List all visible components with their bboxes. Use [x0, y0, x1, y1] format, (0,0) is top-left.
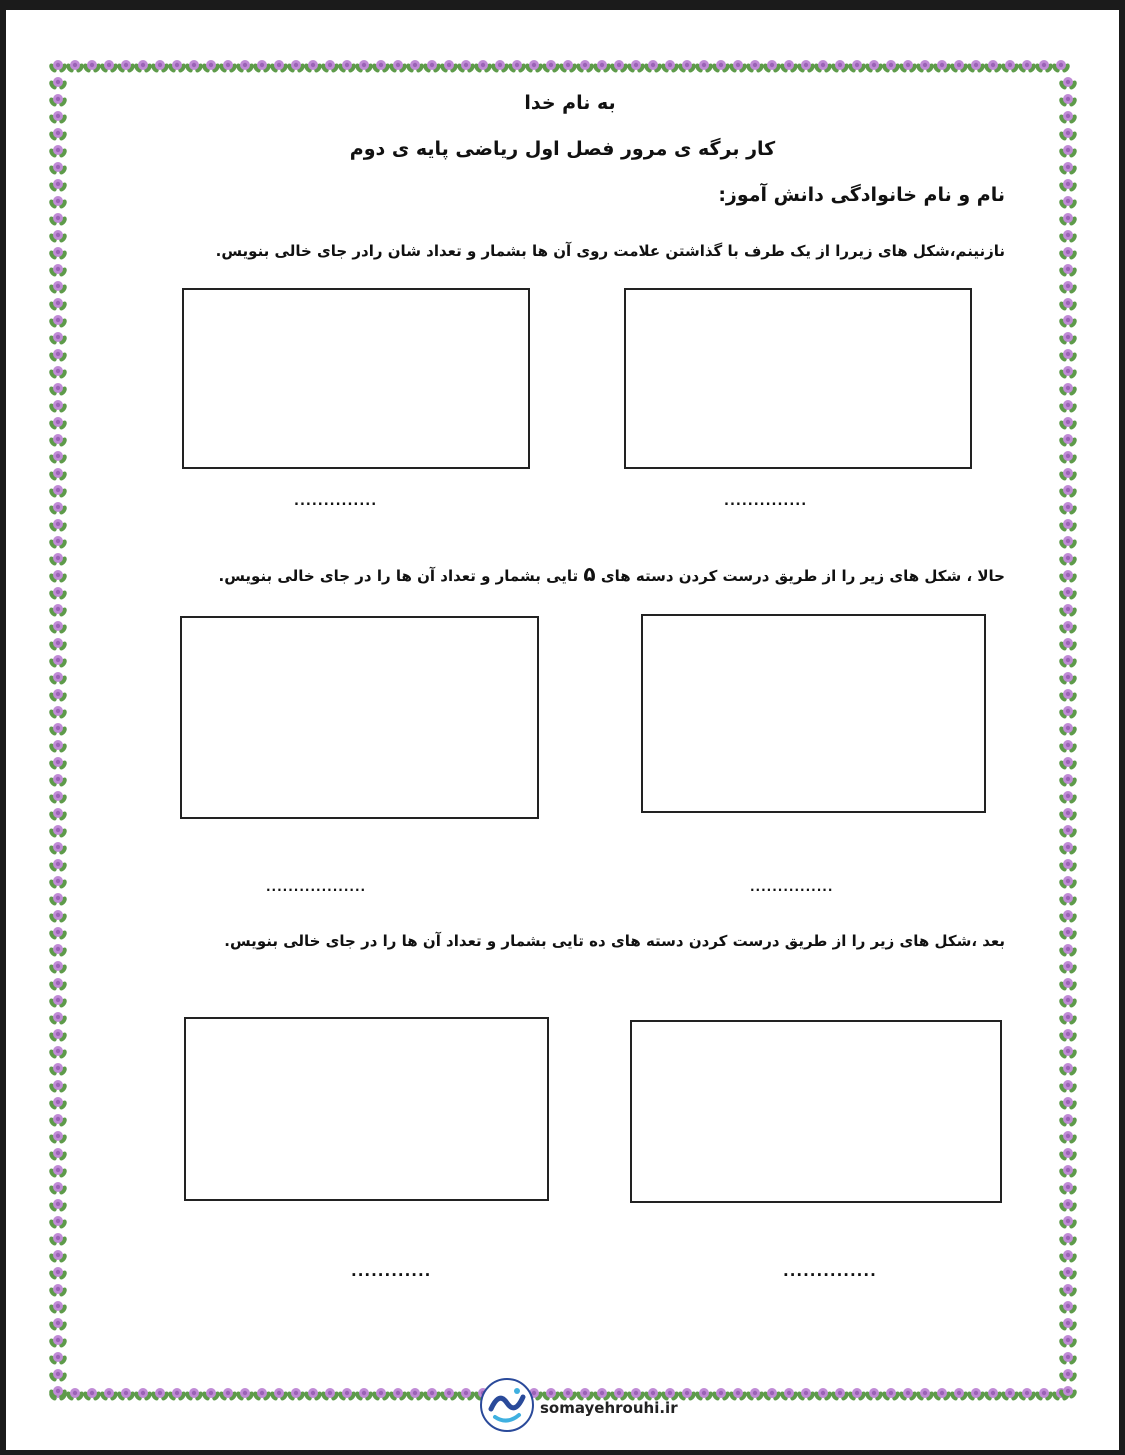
border-flower-icon	[48, 723, 69, 737]
somayeh-rouhi-logo-icon	[481, 1379, 533, 1431]
border-flower-icon	[48, 1063, 69, 1077]
border-flower-icon	[1058, 553, 1079, 567]
border-flower-icon	[48, 910, 69, 924]
border-flower-icon	[915, 60, 936, 74]
border-flower-icon	[48, 893, 69, 907]
border-flower-icon	[966, 60, 987, 74]
border-flower-icon	[1058, 638, 1079, 652]
border-flower-icon	[1058, 77, 1079, 91]
border-flower-icon	[48, 1352, 69, 1366]
border-flower-icon	[932, 60, 953, 74]
border-flower-icon	[48, 842, 69, 856]
border-flower-icon	[48, 281, 69, 295]
border-flower-icon	[1058, 961, 1079, 975]
border-flower-icon	[1051, 60, 1072, 74]
border-flower-icon	[1058, 536, 1079, 550]
border-flower-icon	[728, 1388, 749, 1402]
border-flower-icon	[983, 60, 1004, 74]
border-flower-icon	[201, 60, 222, 74]
border-flower-icon	[1058, 706, 1079, 720]
border-flower-icon	[1058, 1335, 1079, 1349]
border-flower-icon	[303, 60, 324, 74]
border-flower-icon	[1058, 230, 1079, 244]
squares-box	[630, 1020, 1002, 1203]
border-flower-icon	[694, 1388, 715, 1402]
border-flower-icon	[1058, 1301, 1079, 1315]
border-flower-icon	[116, 60, 137, 74]
border-flower-icon	[1058, 876, 1079, 890]
border-flower-icon	[439, 1388, 460, 1402]
border-flower-icon	[48, 808, 69, 822]
border-flower-icon	[1058, 1233, 1079, 1247]
border-flower-icon	[388, 1388, 409, 1402]
border-flower-icon	[1058, 434, 1079, 448]
border-flower-icon	[813, 60, 834, 74]
border-flower-icon	[184, 1388, 205, 1402]
border-flower-icon	[711, 1388, 732, 1402]
answer-blank-squares[interactable]: ..............	[783, 1262, 877, 1280]
border-flower-icon	[48, 1369, 69, 1383]
border-flower-icon	[1058, 910, 1079, 924]
border-flower-icon	[167, 1388, 188, 1402]
border-flower-icon	[235, 60, 256, 74]
border-flower-icon	[48, 264, 69, 278]
border-flower-icon	[48, 927, 69, 941]
border-flower-icon	[48, 1284, 69, 1298]
border-flower-icon	[48, 485, 69, 499]
border-flower-icon	[116, 1388, 137, 1402]
border-flower-icon	[1058, 1284, 1079, 1298]
border-flower-icon	[1058, 859, 1079, 873]
border-flower-icon	[48, 757, 69, 771]
border-flower-icon	[48, 1131, 69, 1145]
border-flower-icon	[1058, 451, 1079, 465]
answer-blank-cylinders[interactable]: ..................	[266, 880, 367, 894]
border-flower-icon	[898, 60, 919, 74]
border-flower-icon	[48, 1029, 69, 1043]
border-flower-icon	[48, 689, 69, 703]
border-flower-icon	[48, 94, 69, 108]
border-flower-icon	[1058, 298, 1079, 312]
border-flower-icon	[48, 621, 69, 635]
border-flower-icon	[881, 1388, 902, 1402]
border-flower-icon	[694, 60, 715, 74]
border-flower-icon	[201, 1388, 222, 1402]
border-flower-icon	[1058, 1114, 1079, 1128]
border-flower-icon	[371, 60, 392, 74]
border-flower-icon	[1058, 570, 1079, 584]
sunbursts-box	[184, 1017, 549, 1201]
border-flower-icon	[48, 1318, 69, 1332]
border-flower-icon	[779, 60, 800, 74]
smileys-box	[641, 614, 986, 813]
border-flower-icon	[1000, 1388, 1021, 1402]
border-flower-icon	[48, 1114, 69, 1128]
border-flower-icon	[1058, 1267, 1079, 1281]
border-flower-icon	[1058, 485, 1079, 499]
border-flower-icon	[388, 60, 409, 74]
border-flower-icon	[881, 60, 902, 74]
border-flower-icon	[1058, 179, 1079, 193]
border-flower-icon	[1058, 281, 1079, 295]
border-flower-icon	[728, 60, 749, 74]
answer-blank-smileys[interactable]: ...............	[750, 880, 834, 894]
border-flower-icon	[65, 60, 86, 74]
border-flower-icon	[1058, 162, 1079, 176]
border-flower-icon	[405, 60, 426, 74]
border-flower-icon	[439, 60, 460, 74]
instruction-section-2	[219, 562, 1006, 586]
border-flower-icon	[48, 111, 69, 125]
border-flower-icon	[99, 60, 120, 74]
border-flower-icon	[779, 1388, 800, 1402]
border-flower-icon	[1034, 1388, 1055, 1402]
border-flower-icon	[1034, 60, 1055, 74]
border-flower-icon	[48, 502, 69, 516]
border-flower-icon	[541, 60, 562, 74]
border-flower-icon	[1058, 315, 1079, 329]
stars-box	[182, 288, 530, 469]
border-flower-icon	[48, 672, 69, 686]
border-flower-icon	[864, 1388, 885, 1402]
border-flower-icon	[1058, 1216, 1079, 1230]
border-flower-icon	[813, 1388, 834, 1402]
border-flower-icon	[1058, 587, 1079, 601]
border-flower-icon	[150, 1388, 171, 1402]
border-flower-icon	[1058, 264, 1079, 278]
border-flower-icon	[1058, 213, 1079, 227]
border-flower-icon	[1058, 723, 1079, 737]
border-flower-icon	[1058, 842, 1079, 856]
cylinders-box	[180, 616, 539, 819]
border-flower-icon	[286, 60, 307, 74]
instruction-section-3: بعد ،شکل های زیر را از طریق درست کردن دسته های ده تایی بشمار و تعداد آن ها را در جای خالی بنویس.	[224, 932, 1005, 950]
border-flower-icon	[337, 60, 358, 74]
border-flower-icon	[1058, 502, 1079, 516]
border-flower-icon	[133, 1388, 154, 1402]
border-flower-icon	[1058, 655, 1079, 669]
instruction-section-2-suffix: تایی بشمار و تعداد آن ها را در جای خالی بنویس.	[218, 567, 579, 585]
border-flower-icon	[1058, 757, 1079, 771]
border-flower-icon	[1058, 689, 1079, 703]
border-flower-icon	[48, 247, 69, 261]
border-flower-icon	[354, 1388, 375, 1402]
border-flower-icon	[82, 60, 103, 74]
border-flower-icon	[1058, 94, 1079, 108]
border-flower-icon	[1058, 1012, 1079, 1026]
border-flower-icon	[269, 1388, 290, 1402]
border-flower-icon	[1058, 111, 1079, 125]
border-flower-icon	[337, 1388, 358, 1402]
border-flower-icon	[48, 366, 69, 380]
border-flower-icon	[48, 1216, 69, 1230]
border-flower-icon	[575, 60, 596, 74]
border-flower-icon	[48, 655, 69, 669]
border-flower-icon	[48, 961, 69, 975]
border-flower-icon	[711, 60, 732, 74]
border-flower-icon	[65, 1388, 86, 1402]
border-flower-icon	[48, 536, 69, 550]
border-flower-icon	[1058, 808, 1079, 822]
border-flower-icon	[932, 1388, 953, 1402]
border-flower-icon	[320, 1388, 341, 1402]
border-flower-icon	[320, 60, 341, 74]
border-flower-icon	[643, 60, 664, 74]
border-flower-icon	[1058, 366, 1079, 380]
border-flower-icon	[48, 60, 69, 74]
border-flower-icon	[48, 570, 69, 584]
border-flower-icon	[1058, 1046, 1079, 1060]
border-flower-icon	[1058, 1352, 1079, 1366]
border-flower-icon	[1058, 1029, 1079, 1043]
border-flower-icon	[48, 1182, 69, 1196]
border-flower-icon	[48, 1012, 69, 1026]
border-flower-icon	[48, 315, 69, 329]
border-flower-icon	[524, 60, 545, 74]
border-flower-icon	[830, 1388, 851, 1402]
border-flower-icon	[1058, 383, 1079, 397]
border-flower-icon	[1058, 1165, 1079, 1179]
border-flower-icon	[507, 60, 528, 74]
border-flower-icon	[48, 128, 69, 142]
border-flower-icon	[48, 604, 69, 618]
border-flower-icon	[48, 213, 69, 227]
border-flower-icon	[745, 1388, 766, 1402]
border-flower-icon	[269, 60, 290, 74]
border-flower-icon	[371, 1388, 392, 1402]
border-flower-icon	[1058, 196, 1079, 210]
instruction-section-2-prefix: حالا ، شکل های زیر را از طریق درست کردن دسته های	[600, 567, 1005, 585]
border-flower-icon	[48, 1233, 69, 1247]
border-flower-icon	[48, 995, 69, 1009]
border-flower-icon	[48, 706, 69, 720]
border-flower-icon	[422, 60, 443, 74]
border-flower-icon	[1058, 1080, 1079, 1094]
border-flower-icon	[1058, 519, 1079, 533]
border-flower-icon	[405, 1388, 426, 1402]
border-flower-icon	[48, 230, 69, 244]
border-flower-icon	[48, 1080, 69, 1094]
border-flower-icon	[48, 196, 69, 210]
border-flower-icon	[660, 60, 681, 74]
border-flower-icon	[48, 519, 69, 533]
border-flower-icon	[303, 1388, 324, 1402]
border-flower-icon	[490, 60, 511, 74]
border-flower-icon	[609, 60, 630, 74]
instruction-section-2-number: ۵	[583, 562, 596, 586]
border-flower-icon	[558, 60, 579, 74]
border-flower-icon	[48, 553, 69, 567]
border-flower-icon	[48, 145, 69, 159]
border-flower-icon	[99, 1388, 120, 1402]
border-flower-icon	[1058, 332, 1079, 346]
border-flower-icon	[1058, 1063, 1079, 1077]
border-flower-icon	[48, 944, 69, 958]
border-flower-icon	[184, 60, 205, 74]
border-flower-icon	[1058, 604, 1079, 618]
border-flower-icon	[354, 60, 375, 74]
border-flower-icon	[48, 383, 69, 397]
border-flower-icon	[48, 400, 69, 414]
border-flower-icon	[796, 1388, 817, 1402]
border-flower-icon	[48, 1046, 69, 1060]
border-flower-icon	[48, 638, 69, 652]
border-flower-icon	[626, 60, 647, 74]
border-flower-icon	[48, 468, 69, 482]
border-flower-icon	[48, 978, 69, 992]
border-flower-icon	[252, 60, 273, 74]
border-flower-icon	[48, 1301, 69, 1315]
border-flower-icon	[1058, 621, 1079, 635]
border-flower-icon	[252, 1388, 273, 1402]
border-flower-icon	[847, 1388, 868, 1402]
border-flower-icon	[48, 825, 69, 839]
border-flower-icon	[167, 60, 188, 74]
border-flower-icon	[456, 60, 477, 74]
border-flower-icon	[1058, 995, 1079, 1009]
border-flower-icon	[745, 60, 766, 74]
bismillah-heading: به نام خدا	[524, 92, 616, 114]
border-flower-icon	[796, 60, 817, 74]
border-flower-icon	[48, 1097, 69, 1111]
border-flower-icon	[1058, 247, 1079, 261]
border-flower-icon	[966, 1388, 987, 1402]
border-flower-icon	[218, 1388, 239, 1402]
border-flower-icon	[235, 1388, 256, 1402]
border-flower-icon	[762, 60, 783, 74]
border-flower-icon	[1058, 978, 1079, 992]
border-flower-icon	[762, 1388, 783, 1402]
border-flower-icon	[48, 349, 69, 363]
border-flower-icon	[1017, 1388, 1038, 1402]
border-flower-icon	[677, 1388, 698, 1402]
border-flower-icon	[864, 60, 885, 74]
border-flower-icon	[48, 876, 69, 890]
border-flower-icon	[48, 1199, 69, 1213]
border-flower-icon	[48, 587, 69, 601]
border-flower-icon	[48, 791, 69, 805]
border-flower-icon	[48, 162, 69, 176]
border-flower-icon	[1058, 145, 1079, 159]
border-flower-icon	[983, 1388, 1004, 1402]
border-flower-icon	[592, 60, 613, 74]
border-flower-icon	[473, 60, 494, 74]
answer-blank-stars[interactable]: ..............	[294, 494, 378, 509]
border-flower-icon	[1058, 1097, 1079, 1111]
border-flower-icon	[1058, 791, 1079, 805]
border-flower-icon	[286, 1388, 307, 1402]
border-flower-icon	[48, 1267, 69, 1281]
border-flower-icon	[1058, 1182, 1079, 1196]
border-flower-icon	[1058, 927, 1079, 941]
border-flower-icon	[48, 859, 69, 873]
answer-blank-circles[interactable]: ..............	[724, 494, 808, 509]
border-flower-icon	[1058, 1131, 1079, 1145]
border-flower-icon	[48, 1250, 69, 1264]
border-flower-icon	[1058, 1250, 1079, 1264]
border-flower-icon	[847, 60, 868, 74]
border-flower-icon	[48, 1335, 69, 1349]
answer-blank-sunbursts[interactable]: ............	[351, 1262, 432, 1280]
border-flower-icon	[1058, 944, 1079, 958]
border-flower-icon	[949, 1388, 970, 1402]
border-flower-icon	[48, 417, 69, 431]
border-flower-icon	[915, 1388, 936, 1402]
border-flower-icon	[133, 60, 154, 74]
border-flower-icon	[48, 1148, 69, 1162]
border-flower-icon	[1017, 60, 1038, 74]
footer-url[interactable]: somayehrouhi.ir	[540, 1399, 678, 1417]
border-flower-icon	[1058, 417, 1079, 431]
border-flower-icon	[1058, 740, 1079, 754]
border-flower-icon	[150, 60, 171, 74]
border-flower-icon	[1058, 1318, 1079, 1332]
border-flower-icon	[1058, 1199, 1079, 1213]
border-flower-icon	[1058, 468, 1079, 482]
border-flower-icon	[1000, 60, 1021, 74]
border-flower-icon	[1058, 400, 1079, 414]
border-flower-icon	[48, 298, 69, 312]
border-flower-icon	[48, 740, 69, 754]
border-flower-icon	[48, 434, 69, 448]
border-flower-icon	[1058, 893, 1079, 907]
border-flower-icon	[48, 451, 69, 465]
border-flower-icon	[48, 774, 69, 788]
border-flower-icon	[1058, 672, 1079, 686]
border-flower-icon	[218, 60, 239, 74]
red-circles-box	[624, 288, 972, 469]
border-flower-icon	[48, 179, 69, 193]
border-flower-icon	[48, 332, 69, 346]
student-name-label: نام و نام خانوادگی دانش آموز:	[718, 184, 1005, 206]
border-flower-icon	[48, 1165, 69, 1179]
border-flower-icon	[456, 1388, 477, 1402]
border-flower-icon	[1058, 128, 1079, 142]
border-flower-icon	[1058, 1148, 1079, 1162]
border-flower-icon	[1058, 349, 1079, 363]
instruction-section-1: نازنینم،شکل های زیررا از یک طرف با گذاشتن علامت روی آن ها بشمار و تعداد شان رادر جای خالی بنویس.	[215, 242, 1005, 260]
border-flower-icon	[830, 60, 851, 74]
border-flower-icon	[422, 1388, 443, 1402]
border-flower-icon	[949, 60, 970, 74]
border-flower-icon	[1058, 1369, 1079, 1383]
border-flower-icon	[677, 60, 698, 74]
worksheet-title: کار برگه ی مرور فصل اول ریاضی پایه ی دوم	[349, 138, 776, 160]
border-flower-icon	[48, 77, 69, 91]
border-flower-icon	[898, 1388, 919, 1402]
border-flower-icon	[82, 1388, 103, 1402]
border-flower-icon	[1058, 825, 1079, 839]
border-flower-icon	[1058, 774, 1079, 788]
